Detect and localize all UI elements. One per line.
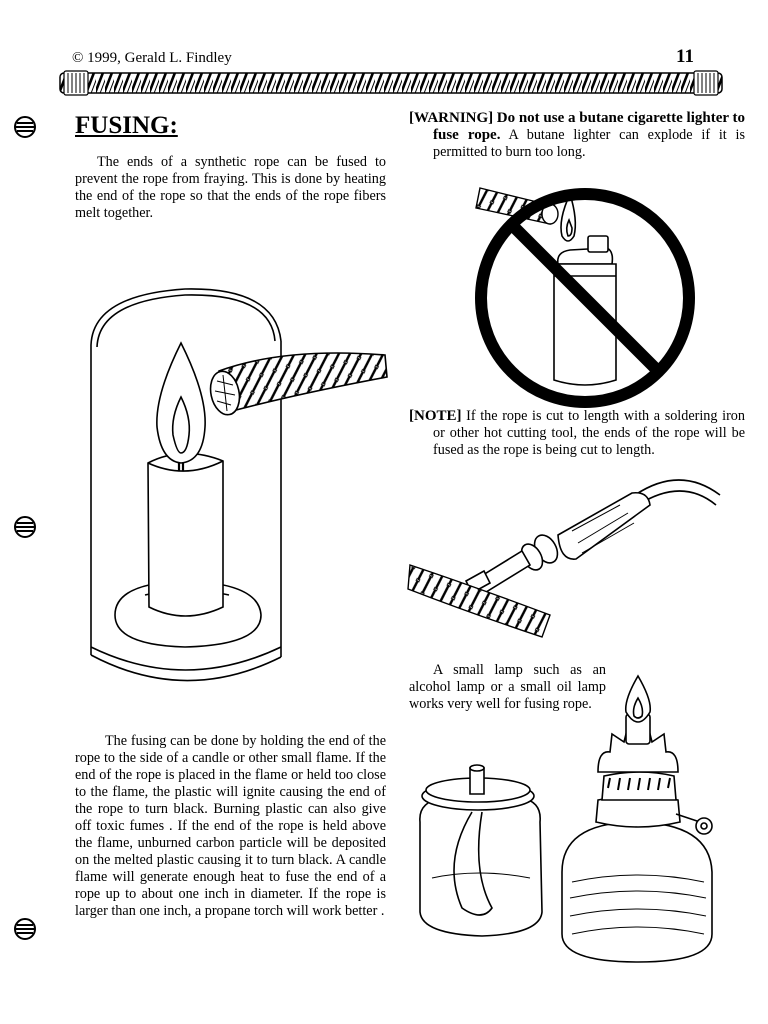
fusing-paragraph: The fusing can be done by holding the end of the rope to the side of a candle or other small flame. If the end of the rope is placed in the flame or held too close to the flame, the plastic will ignite causing the end of the rope to turn black. Burning plastic can also give off toxic fumes . If the end of the rope is held above the flame, unburned carbon particle will be deposited on the melted plastic causing it to turn black. A candle flame will generate enough heat to fuse the end of a rope up to about one inch in diameter. If the rope is larger than one inch, a propane torch will work better . — [75, 733, 386, 919]
page-number: 11 — [676, 46, 694, 67]
copyright-notice: © 1999, Gerald L. Findley — [72, 50, 232, 66]
no-lighter-illustration — [470, 180, 700, 410]
note-text: If the rope is cut to length with a soldering iron or other hot cutting tool, the ends of the rope will be fused as the rope is being cut to length. — [433, 408, 745, 458]
note-label: [NOTE] — [409, 408, 462, 424]
lamp-caption: A small lamp such as an alcohol lamp or a small oil lamp works very well for fusing rope. — [409, 662, 606, 712]
note-paragraph — [409, 408, 745, 459]
intro-paragraph: The ends of a synthetic rope can be fused to prevent the rope from fraying. This is done by heating the end of the rope so that the ends of the rope fibers melt together. — [75, 154, 386, 221]
rope-header-bar — [60, 70, 722, 96]
candle-illustration — [85, 285, 395, 705]
warning-bold-text: Do not use a butane cigarette lighter to fuse rope. — [433, 110, 745, 143]
warning-paragraph — [409, 110, 745, 161]
binder-hole-bottom — [14, 918, 36, 940]
section-title: FUSING: — [75, 112, 178, 139]
binder-hole-top — [14, 116, 36, 138]
lamps-illustration — [412, 672, 742, 972]
soldering-iron-illustration — [410, 465, 730, 650]
warning-text: A butane lighter can explode if it is permitted to burn too long. — [433, 127, 745, 160]
binder-hole-middle — [14, 516, 36, 538]
warning-label: [WARNING] — [409, 110, 494, 126]
